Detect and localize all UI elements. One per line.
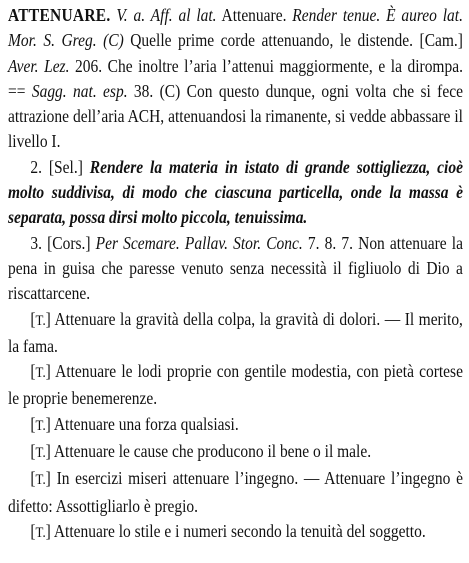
citation-number: 38. (C) (133, 80, 181, 101)
example-tag: [T.] (30, 520, 51, 541)
example-text: Attenuare le cause che producono il bene o il male. (53, 441, 372, 462)
example-text: Attenuare la gravità della colpa, la gravità di dolori. — Il merito, la fama. (8, 308, 463, 356)
example-text: Attenuare le lodi proprie con gentile modestia, con pietà cortese le proprie benemerenze. (8, 361, 463, 409)
example-text: Attenuare una forza qualsiasi. (53, 413, 239, 434)
citation-source: Pallav. Stor. Conc. (184, 232, 303, 253)
example-paragraph (8, 439, 463, 466)
latin-form: Attenuare. (221, 5, 287, 25)
sense-3-paragraph (8, 231, 463, 307)
citation-number: 7. 8. 7. (307, 232, 354, 253)
gloss: Render tenue. (292, 5, 381, 25)
example-paragraph (8, 307, 463, 360)
citation-source: Sagg. nat. esp. (31, 80, 128, 101)
sense-definition: Rendere la materia in istato di grande sottigliezza, cioè molto suddivisa, di modo che ciascuna particella, onde la massa è separata, possa dirsi molto piccola, tenuissima. (8, 156, 463, 228)
example-paragraph (8, 466, 463, 519)
citation-source: È aureo lat. Mor. S. Greg. (C) (8, 5, 463, 51)
grammar-note: V. a. Aff. al lat. (116, 5, 217, 25)
sense-definition: Per Scemare. (95, 232, 180, 253)
example-paragraph (8, 519, 463, 546)
source-tag: [Sel.] (48, 156, 83, 177)
citation-text: Quelle prime corde attenuando, le distende. (130, 30, 414, 51)
example-tag: [T.] (30, 361, 51, 382)
sense-number: 3. (30, 232, 42, 253)
example-tag: [T.] (30, 468, 51, 489)
citation-text: Non attenuare la pena in guisa che paresse venuto senza necessità il figliuolo di Dio a riscattarcene. (8, 232, 463, 304)
example-paragraph (8, 359, 463, 412)
headword: ATTENUARE. (8, 5, 111, 25)
citation-source: Aver. Lez. (8, 55, 70, 76)
sense-2-paragraph (8, 155, 463, 231)
example-text: Attenuare lo stile e i numeri secondo la tenuità del soggetto. (53, 520, 426, 541)
citation-text: Con questo dunque, ogni volta che si fece attrazione dell’aria ACH, attenuandosi la rimanente, si vedde abbassare il livello I. (8, 80, 463, 152)
example-tag: [T.] (30, 308, 51, 329)
sense-number: 2. (30, 156, 42, 177)
source-tag: [Cors.] (47, 232, 91, 253)
source-tag: [Cam.] (419, 30, 463, 51)
entry-paragraph (8, 3, 463, 155)
citation-number: 206. (75, 55, 103, 76)
citation-text: Che inoltre l’aria l’attenui maggiormente, e la dirompa. == (8, 55, 463, 101)
dictionary-page (8, 3, 463, 546)
example-tag: [T.] (30, 441, 51, 462)
example-paragraph (8, 412, 463, 439)
example-text: In esercizi miseri attenuare l’ingegno. — Attenuare l’ingegno è difetto: Assottigliarlo è pregio. (8, 468, 463, 516)
example-tag: [T.] (30, 413, 51, 434)
